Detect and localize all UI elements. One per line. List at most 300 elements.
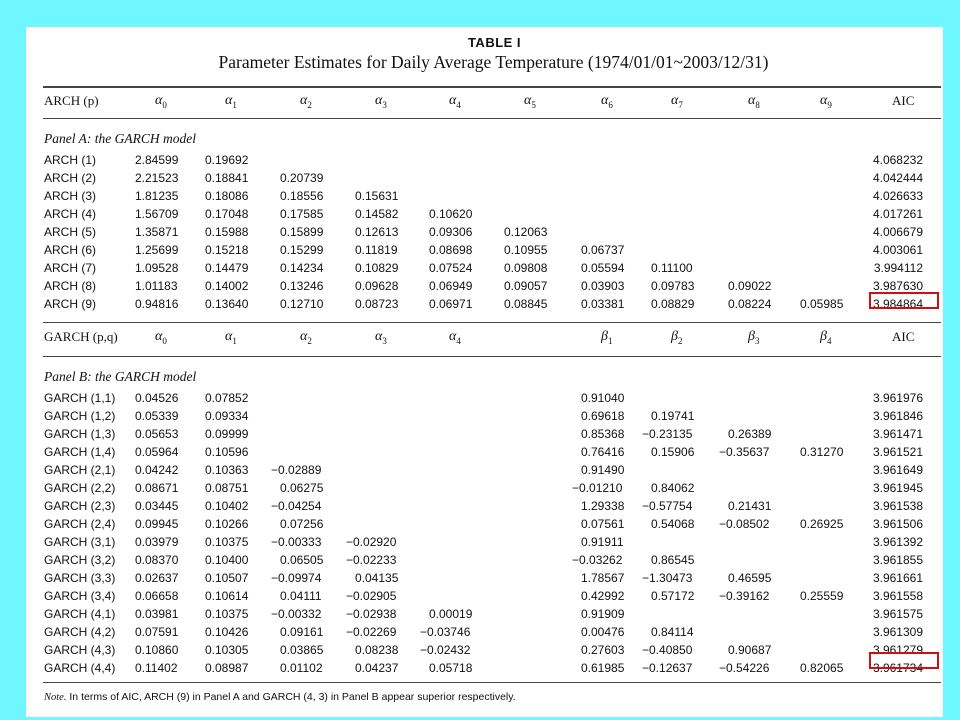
aic-cell: 3.994112	[873, 261, 923, 275]
header-symbol: α	[449, 93, 457, 108]
table-cell: 0.21431	[728, 499, 772, 513]
table-row	[26, 296, 943, 313]
header-symbol: α	[300, 93, 308, 108]
table-cell: −0.03746	[420, 625, 471, 639]
row-label: GARCH (1,2)	[44, 409, 116, 423]
table-cell: 0.10400	[205, 553, 249, 567]
table-cell: 0.04135	[355, 571, 399, 585]
table-cell: 0.11402	[135, 661, 178, 675]
table-cell: −0.23135	[642, 427, 693, 441]
table-cell: −0.03262	[572, 553, 623, 567]
aic-cell: 3.961855	[872, 553, 923, 567]
table-cell: 0.08751	[205, 481, 249, 495]
header-subscript: 4	[456, 335, 461, 346]
header-subscript: 2	[307, 99, 312, 110]
table-cell: 0.27603	[581, 643, 625, 657]
table-cell: 0.20739	[280, 171, 324, 185]
table-cell: 0.08238	[355, 643, 399, 657]
row-label: ARCH (4)	[44, 207, 97, 221]
aic-cell: 3.961945	[872, 481, 923, 495]
header-symbol: α	[524, 93, 532, 108]
table-row	[26, 660, 943, 677]
table-cell: 1.09528	[135, 261, 179, 275]
table-cell: 0.08698	[429, 243, 473, 257]
row-label: ARCH (9)	[44, 297, 97, 311]
table-cell: 0.94816	[135, 297, 179, 311]
bottom-rule	[43, 682, 941, 683]
table-row	[26, 206, 943, 223]
aic-cell: 3.961538	[872, 499, 923, 513]
table-row	[26, 516, 943, 533]
table-cell: 0.03981	[135, 607, 179, 621]
aic-cell: 3.961309	[872, 625, 923, 639]
table-cell: 0.05718	[429, 661, 473, 675]
table-cell: 0.06949	[429, 279, 473, 293]
table-cell: 0.07256	[280, 517, 324, 531]
header-symbol: α	[375, 93, 383, 108]
header-col-5	[601, 329, 612, 346]
table-cell: 0.10860	[135, 643, 179, 657]
table-cell: 0.18841	[205, 171, 249, 185]
table-cell: 0.03381	[581, 297, 625, 311]
aic-cell: 4.006679	[872, 225, 923, 239]
table-cell: 0.10266	[205, 517, 249, 531]
table-cell: 1.56709	[135, 207, 179, 221]
table-cell: −0.02889	[271, 463, 322, 477]
row-label: GARCH (3,4)	[44, 589, 116, 603]
table-cell: −0.04254	[271, 499, 322, 513]
table-cell: 0.08987	[205, 661, 249, 675]
row-label: GARCH (1,4)	[44, 445, 116, 459]
table-cell: 0.06658	[135, 589, 179, 603]
row-label: GARCH (3,2)	[44, 553, 116, 567]
table-cell: −0.54226	[719, 661, 770, 675]
table-cell: 0.91909	[581, 607, 625, 621]
table-cell: 0.08671	[135, 481, 179, 495]
table-row	[26, 278, 943, 295]
table-cell: −0.40850	[642, 643, 693, 657]
garch44-aic-highlight	[869, 652, 939, 669]
table-cell: −0.02905	[346, 589, 397, 603]
row-label: ARCH (3)	[44, 189, 97, 203]
table-cell: 0.08224	[728, 297, 772, 311]
table-cell: −0.01210	[572, 481, 623, 495]
header-subscript: 4	[826, 335, 832, 346]
table-cell: 0.10507	[205, 571, 249, 585]
table-row	[26, 552, 943, 569]
header-subscript: 1	[607, 335, 613, 346]
table-cell: 0.07524	[429, 261, 473, 275]
table-cell: 0.06505	[280, 553, 324, 567]
table-cell: 0.10375	[205, 607, 249, 621]
table-cell: 0.02637	[135, 571, 179, 585]
table-row	[26, 408, 943, 425]
header-col-4	[449, 329, 461, 346]
table-label: TABLE I	[467, 35, 522, 50]
row-label: ARCH (6)	[44, 243, 97, 257]
table-cell: 0.10375	[205, 535, 249, 549]
header-col-8	[748, 93, 760, 110]
header-first-label: ARCH (p)	[44, 93, 99, 108]
header-col-6	[671, 329, 682, 346]
table-cell: 0.09808	[504, 261, 548, 275]
table-row	[26, 444, 943, 461]
row-label: ARCH (8)	[44, 279, 97, 293]
row-label: GARCH (3,1)	[44, 535, 116, 549]
table-cell: 0.10596	[205, 445, 249, 459]
table-row	[26, 242, 943, 259]
arch9-aic-highlight	[869, 292, 939, 309]
header-aic-label: AIC	[892, 93, 915, 108]
header-symbol: β	[601, 329, 608, 344]
header-symbol: α	[601, 93, 609, 108]
header-col-1	[225, 329, 237, 346]
table-cell: 1.35871	[135, 225, 179, 239]
header-subscript: 4	[456, 99, 461, 110]
header-symbol: α	[748, 93, 756, 108]
header-subscript: 6	[608, 99, 613, 110]
table-cell: 0.13246	[280, 279, 324, 293]
aic-cell: 3.961558	[872, 589, 923, 603]
table-cell: −0.12637	[642, 661, 693, 675]
table-cell: 0.05594	[581, 261, 625, 275]
table-cell: 0.61985	[581, 661, 625, 675]
table-cell: 0.14002	[205, 279, 249, 293]
table-cell: 0.69618	[581, 409, 625, 423]
row-label: GARCH (2,1)	[44, 463, 116, 477]
table-cell: −0.00333	[271, 535, 322, 549]
header-symbol: α	[671, 93, 679, 108]
row-label: GARCH (4,3)	[44, 643, 116, 657]
table-cell: 0.91040	[581, 391, 625, 405]
aic-cell: 4.017261	[872, 207, 923, 221]
aic-cell: 3.961521	[872, 445, 923, 459]
table-cell: 0.04111	[280, 589, 322, 603]
table-cell: 0.10305	[205, 643, 249, 657]
table-cell: 0.14582	[355, 207, 399, 221]
row-label: GARCH (2,2)	[44, 481, 116, 495]
table-cell: 0.14479	[205, 261, 249, 275]
table-cell: 0.03979	[135, 535, 179, 549]
header-subscript: 7	[678, 99, 683, 110]
table-cell: 0.05985	[800, 297, 844, 311]
aic-cell: 3.961846	[872, 409, 923, 423]
header-subscript: 5	[531, 99, 536, 110]
table-cell: 0.03903	[581, 279, 625, 293]
table-cell: 0.10402	[205, 499, 249, 513]
table-cell: 0.10426	[205, 625, 249, 639]
table-row	[26, 606, 943, 623]
row-label: GARCH (1,3)	[44, 427, 116, 441]
table-cell: 0.84114	[651, 625, 694, 639]
aic-cell: 3.961471	[872, 427, 923, 441]
header-subscript: 2	[307, 335, 312, 346]
table-cell: 0.85368	[581, 427, 625, 441]
aic-cell: 4.026633	[872, 189, 923, 203]
table-cell: 0.09306	[429, 225, 473, 239]
note-text: In terms of AIC, ARCH (9) in Panel A and GARCH (4, 3) in Panel B appear superior respectively.	[69, 691, 516, 703]
header-subscript: 1	[232, 335, 237, 346]
header-subscript: 3	[382, 335, 387, 346]
table-row	[26, 426, 943, 443]
table-cell: 0.12063	[504, 225, 548, 239]
table-cell: −0.02269	[346, 625, 397, 639]
row-label: ARCH (5)	[44, 225, 97, 239]
table-cell: 2.21523	[135, 171, 179, 185]
header-rule-b	[43, 356, 941, 357]
table-cell: 0.09945	[135, 517, 179, 531]
table-cell: 0.76416	[581, 445, 625, 459]
header-col-7	[748, 329, 759, 346]
header-subscript: 2	[677, 335, 683, 346]
header-symbol: α	[225, 329, 233, 344]
header-symbol: α	[300, 329, 308, 344]
table-cell: 0.08370	[135, 553, 179, 567]
top-rule	[43, 86, 941, 88]
header-rule	[43, 118, 941, 119]
table-cell: 0.91911	[581, 535, 624, 549]
header-aic-label: AIC	[892, 329, 915, 344]
table-cell: −0.02920	[346, 535, 397, 549]
header-subscript: 3	[754, 335, 760, 346]
aic-cell: 3.961506	[872, 517, 923, 531]
table-cell: 0.46595	[728, 571, 772, 585]
table-row	[26, 390, 943, 407]
header-symbol: β	[671, 329, 678, 344]
table-cell: 0.17585	[280, 207, 324, 221]
table-cell: 0.10614	[205, 589, 249, 603]
table-cell: −0.00332	[271, 607, 322, 621]
header-col-2	[300, 93, 312, 110]
row-label: ARCH (7)	[44, 261, 97, 275]
header-symbol: α	[449, 329, 457, 344]
header-col-6	[601, 93, 613, 110]
header-symbol: β	[748, 329, 755, 344]
table-cell: 0.06737	[581, 243, 625, 257]
table-cell: −0.08502	[719, 517, 770, 531]
table-title: Parameter Estimates for Daily Average Temperature (1974/01/01~2003/12/31)	[218, 52, 769, 72]
table-cell: −0.02432	[420, 643, 471, 657]
table-cell: 0.84062	[651, 481, 695, 495]
table-cell: 0.15906	[651, 445, 695, 459]
header-subscript: 8	[755, 99, 760, 110]
table-cell: 0.07591	[135, 625, 179, 639]
table-row	[26, 260, 943, 277]
header-col-3	[375, 93, 387, 110]
row-label: GARCH (2,3)	[44, 499, 116, 513]
header-subscript: 0	[162, 99, 167, 110]
table-cell: 0.04237	[355, 661, 399, 675]
header-subscript: 9	[827, 99, 832, 110]
table-row	[26, 152, 943, 169]
table-cell: 1.81235	[135, 189, 179, 203]
table-row	[26, 462, 943, 479]
row-label: ARCH (2)	[44, 171, 97, 185]
table-cell: 0.26389	[728, 427, 772, 441]
header-col-4	[449, 93, 461, 110]
table-row	[26, 170, 943, 187]
table-row	[26, 188, 943, 205]
header-col-9	[820, 93, 832, 110]
aic-cell: 3.961976	[872, 391, 923, 405]
header-symbol: α	[375, 329, 383, 344]
table-row	[26, 642, 943, 659]
table-cell: 0.91490	[581, 463, 625, 477]
aic-cell: 3.961392	[872, 535, 923, 549]
table-cell: 0.17048	[205, 207, 249, 221]
table-cell: 0.07852	[205, 391, 249, 405]
table-cell: 0.18086	[205, 189, 249, 203]
table-cell: 0.09022	[728, 279, 772, 293]
panel-b-title: Panel B: the GARCH model	[44, 369, 197, 384]
header-subscript: 1	[232, 99, 237, 110]
aic-cell: 4.042444	[872, 171, 923, 185]
table-note	[44, 691, 516, 703]
table-cell: 2.84599	[135, 153, 179, 167]
panel-divider-rule	[43, 322, 941, 323]
table-row	[26, 624, 943, 641]
table-row	[26, 588, 943, 605]
row-label: GARCH (1,1)	[44, 391, 116, 405]
table-cell: 0.09334	[205, 409, 249, 423]
table-cell: 0.07561	[581, 517, 625, 531]
row-label: GARCH (4,1)	[44, 607, 116, 621]
table-cell: 0.11819	[355, 243, 398, 257]
table-cell: 0.03445	[135, 499, 179, 513]
header-subscript: 3	[382, 99, 387, 110]
row-label: GARCH (2,4)	[44, 517, 116, 531]
header-symbol: α	[155, 329, 163, 344]
table-cell: 0.15218	[205, 243, 249, 257]
aic-cell: 3.961661	[872, 571, 923, 585]
table-cell: 0.10829	[355, 261, 399, 275]
table-cell: 0.42992	[581, 589, 625, 603]
table-cell: −0.09974	[271, 571, 322, 585]
table-cell: 0.00476	[581, 625, 625, 639]
table-cell: 0.04242	[135, 463, 179, 477]
table-cell: 0.01102	[280, 661, 323, 675]
table-cell: 0.08723	[355, 297, 399, 311]
table-cell: 0.10363	[205, 463, 249, 477]
row-label: ARCH (1)	[44, 153, 97, 167]
table-cell: 1.78567	[581, 571, 625, 585]
header-symbol: α	[225, 93, 233, 108]
table-cell: 0.06971	[429, 297, 473, 311]
header-col-2	[300, 329, 312, 346]
header-col-0	[155, 329, 167, 346]
table-cell: 1.25699	[135, 243, 179, 257]
table-cell: 0.15631	[355, 189, 399, 203]
table-row	[26, 498, 943, 515]
aic-cell: 4.003061	[872, 243, 923, 257]
table-cell: 0.19741	[651, 409, 695, 423]
table-cell: 0.13640	[205, 297, 249, 311]
table-row	[26, 480, 943, 497]
aic-cell: 3.987630	[872, 279, 923, 293]
table-cell: 0.15988	[205, 225, 249, 239]
panel-a-title: Panel A: the GARCH model	[44, 131, 196, 146]
note-label: Note.	[44, 692, 67, 703]
aic-cell: 3.961649	[872, 463, 923, 477]
table-cell: 0.10955	[504, 243, 548, 257]
table-cell: 0.90687	[728, 643, 772, 657]
table-cell: 1.01183	[135, 279, 178, 293]
table-cell: 0.12710	[280, 297, 324, 311]
table-cell: 0.00019	[429, 607, 473, 621]
table-cell: 0.19692	[205, 153, 249, 167]
aic-cell: 3.961734	[872, 661, 923, 675]
table-row	[26, 534, 943, 551]
table-cell: 0.11100	[651, 261, 693, 275]
table-cell: 0.26925	[800, 517, 844, 531]
header-symbol: α	[155, 93, 163, 108]
table-cell: 0.06275	[280, 481, 324, 495]
table-cell: 0.54068	[651, 517, 695, 531]
table-cell: −1.30473	[642, 571, 693, 585]
table-cell: 0.05339	[135, 409, 179, 423]
row-label: GARCH (4,2)	[44, 625, 116, 639]
table-cell: 0.14234	[280, 261, 324, 275]
aic-cell: 3.984864	[872, 297, 923, 311]
header-symbol: α	[820, 93, 828, 108]
aic-cell: 3.961575	[872, 607, 923, 621]
header-subscript: 0	[162, 335, 167, 346]
header-symbol: β	[820, 329, 827, 344]
aic-cell: 4.068232	[872, 153, 923, 167]
row-label: GARCH (4,4)	[44, 661, 116, 675]
table-cell: −0.57754	[642, 499, 693, 513]
table-cell: 0.15899	[280, 225, 324, 239]
table-cell: 0.08845	[504, 297, 548, 311]
table-cell: 0.03865	[280, 643, 324, 657]
table-cell: 0.08829	[651, 297, 695, 311]
header-col-3	[375, 329, 387, 346]
table-cell: 0.09628	[355, 279, 399, 293]
table-cell: 0.04526	[135, 391, 179, 405]
table-cell: −0.39162	[719, 589, 770, 603]
table-cell: −0.02233	[346, 553, 397, 567]
table-cell: 0.09057	[504, 279, 548, 293]
header-col-1	[225, 93, 237, 110]
table-row	[26, 570, 943, 587]
table-cell: 0.25559	[800, 589, 844, 603]
table-cell: 0.09999	[205, 427, 249, 441]
header-col-8	[820, 329, 831, 346]
table-cell: 1.29338	[581, 499, 625, 513]
table-cell: 0.86545	[651, 553, 695, 567]
table-cell: 0.09783	[651, 279, 695, 293]
header-col-0	[155, 93, 167, 110]
table-cell: 0.82065	[800, 661, 844, 675]
table-cell: 0.05964	[135, 445, 179, 459]
table-cell: 0.57172	[651, 589, 695, 603]
table-row	[26, 224, 943, 241]
row-label: GARCH (3,3)	[44, 571, 116, 585]
table-cell: −0.02938	[346, 607, 397, 621]
table-cell: 0.18556	[280, 189, 324, 203]
header-col-7	[671, 93, 683, 110]
table-cell: 0.31270	[800, 445, 844, 459]
table-cell: 0.15299	[280, 243, 324, 257]
table-cell: 0.10620	[429, 207, 473, 221]
table-cell: 0.12613	[355, 225, 399, 239]
aic-cell: 3.961279	[872, 643, 923, 657]
table-page	[26, 27, 943, 717]
table-cell: −0.35637	[719, 445, 770, 459]
table-cell: 0.05653	[135, 427, 179, 441]
header-col-5	[524, 93, 536, 110]
header-first-label: GARCH (p,q)	[44, 329, 118, 344]
